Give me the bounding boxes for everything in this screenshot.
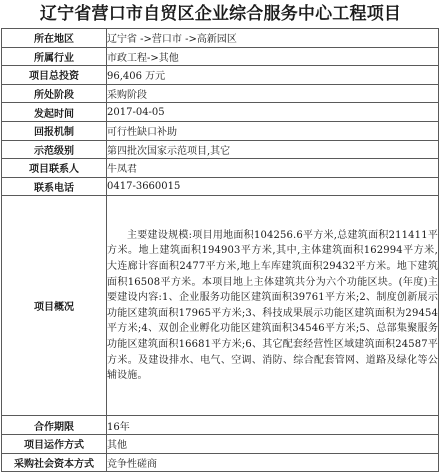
row-value: 96,406 万元 bbox=[107, 66, 439, 85]
table-row-cooperation-period bbox=[2, 416, 439, 435]
table-row-return-mechanism bbox=[2, 121, 439, 140]
table-row-region bbox=[2, 29, 439, 48]
table-row-industry bbox=[2, 47, 439, 66]
row-label: 发起时间 bbox=[2, 103, 107, 122]
page-title: 辽宁省营口市自贸区企业综合服务中心工程项目 bbox=[39, 4, 402, 24]
row-value: 辽宁省 ->营口市 ->高新园区 bbox=[107, 29, 439, 48]
table-row-contact-person bbox=[2, 159, 439, 178]
row-label: 回报机制 bbox=[2, 121, 107, 140]
row-value: 采购阶段 bbox=[107, 84, 439, 103]
row-label: 项目运作方式 bbox=[2, 434, 107, 453]
row-label: 项目总投资 bbox=[2, 66, 107, 85]
row-value: 牛凤君 bbox=[107, 159, 439, 178]
overview-text: 主要建设规模:项目用地面积104256.6平方米,总建筑面积211411平方米。地上建筑面积194903平方米,其中,主体建筑面积162994平方米,大连廊计容面积2477平方米,地上车库建筑面积29432平方米。地下建筑面积16508平方米。本项目地上主体建筑共分为六个功能区块。(年度)主要建设内容:1、企业服务功能区建筑面积39761平方米;2、制度创新展示功能区建筑面积17965平方米;3、科技成果展示功能区建筑面积为29454平方米;4、双创企业孵化功能区建筑面积34546平方米;5、总部集聚服务功能区建筑面积16681平方米;6、其它配套经营性区域建筑面积24587平方米。及建设排水、电气、空调、消防、综合配套管网、道路及绿化等公辅设施。 bbox=[107, 196, 439, 416]
row-value: 第四批次国家示范项目,其它 bbox=[107, 140, 439, 159]
row-value: 可行性缺口补助 bbox=[107, 121, 439, 140]
row-label: 项目概况 bbox=[2, 196, 107, 416]
table-row-procurement-method bbox=[2, 453, 439, 472]
row-value: 竞争性磋商 bbox=[107, 453, 439, 472]
row-label: 示范级别 bbox=[2, 140, 107, 159]
row-value: 0417-3660015 bbox=[107, 177, 439, 196]
row-value: 16年 bbox=[107, 416, 439, 435]
table-row-investment bbox=[2, 66, 439, 85]
table-row-stage bbox=[2, 84, 439, 103]
row-label: 联系电话 bbox=[2, 177, 107, 196]
row-value: 2017-04-05 bbox=[107, 103, 439, 122]
table-row-overview bbox=[2, 196, 439, 416]
row-label: 所处阶段 bbox=[2, 84, 107, 103]
row-label: 项目联系人 bbox=[2, 159, 107, 178]
table-row-operation-mode bbox=[2, 434, 439, 453]
table-row-start-date bbox=[2, 103, 439, 122]
row-label: 所在地区 bbox=[2, 29, 107, 48]
row-label: 所属行业 bbox=[2, 47, 107, 66]
row-value: 其他 bbox=[107, 434, 439, 453]
row-label: 合作期限 bbox=[2, 416, 107, 435]
row-value: 市政工程->其他 bbox=[107, 47, 439, 66]
row-label: 采购社会资本方式 bbox=[2, 453, 107, 472]
table-row-demo-level bbox=[2, 140, 439, 159]
table-row-phone bbox=[2, 177, 439, 196]
project-info-table bbox=[1, 28, 439, 472]
